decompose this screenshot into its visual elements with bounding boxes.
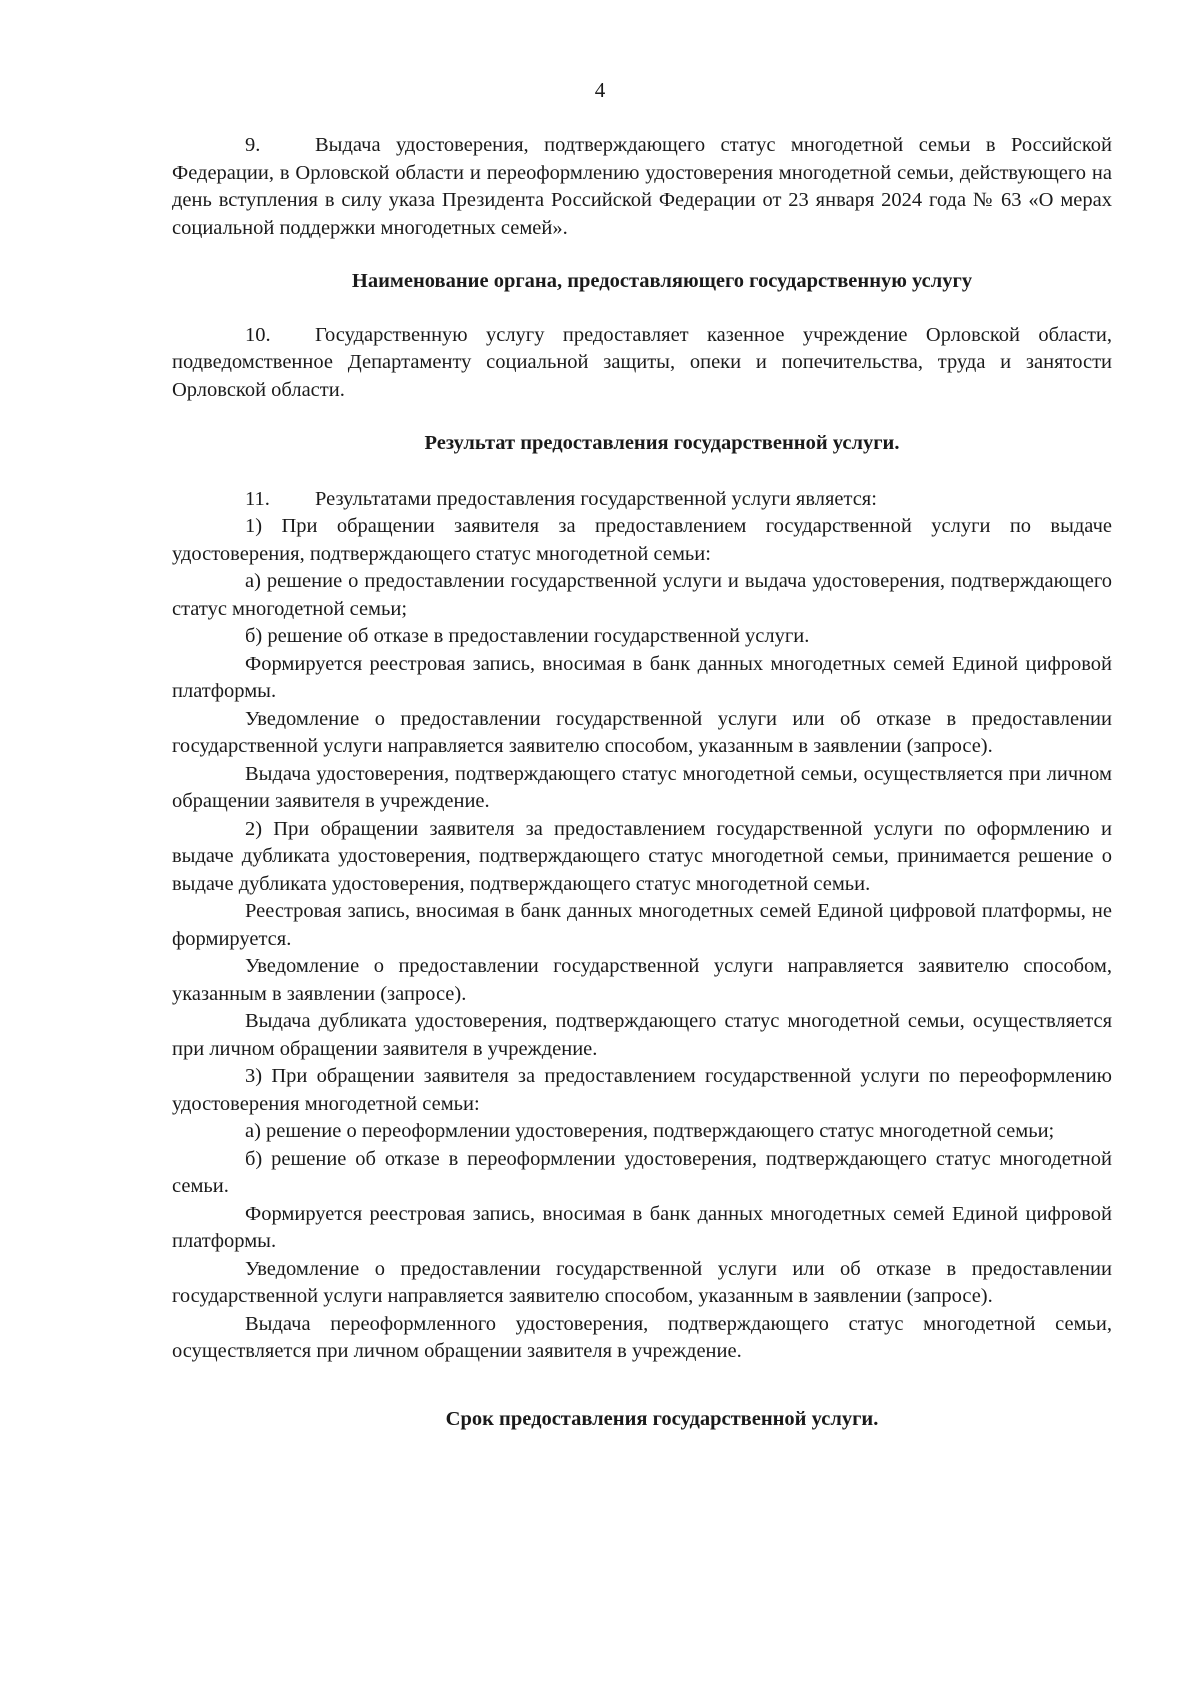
paragraph: а) решение о предоставлении государственной услуги и выдача удостоверения, подтверждающего статус многодетной семьи;	[172, 570, 1112, 620]
section-heading-authority: Наименование органа, предоставляющего государственную услугу	[351, 270, 973, 292]
paragraph: Формируется реестровая запись, вносимая в банк данных многодетных семей Единой цифровой платформы.	[172, 652, 1112, 702]
section-heading-term: Срок предоставления государственной услуги.	[445, 1407, 879, 1430]
clause-11	[172, 486, 1112, 514]
section-heading-result: Результат предоставления государственной услуги.	[424, 432, 900, 454]
paragraph: Реестровая запись, вносимая в банк данных многодетных семей Единой цифровой платформы, не формируется.	[172, 900, 1112, 950]
paragraph: Выдача дубликата удостоверения, подтверждающего статус многодетной семьи, осуществляется при личном обращении заявителя в учреждение.	[172, 1010, 1112, 1060]
paragraph: Выдача удостоверения, подтверждающего статус многодетной семьи, осуществляется при личном обращении заявителя в учреждение.	[172, 762, 1112, 812]
document-body	[172, 132, 1112, 1433]
clause-number: 10.	[245, 323, 271, 346]
clause-9	[172, 132, 1112, 242]
clause-text: Выдача удостоверения, подтверждающего статус многодетной семьи в Российской Федерации, в Орловской области и переоформлению удостоверения многодетной семьи, действующего на день вступления в силу указа Президента Российской Федерации от 23 января 2024 года № 63 «О мерах социальной поддержки многодетных семей».	[172, 134, 1112, 239]
paragraph: Выдача переоформленного удостоверения, подтверждающего статус многодетной семьи, осуществляется при личном обращении заявителя в учреждение.	[172, 1312, 1112, 1362]
paragraph: 2) При обращении заявителя за предоставлением государственной услуги по оформлению и выдаче дубликата удостоверения, подтверждающего статус многодетной семьи, принимается решение о выдаче дубликата удостоверения, подтверждающего статус многодетной семьи.	[172, 817, 1112, 895]
paragraph: Уведомление о предоставлении государственной услуги или об отказе в предоставлении государственной услуги направляется заявителю способом, указанным в заявлении (запросе).	[172, 1257, 1112, 1307]
paragraph: Формируется реестровая запись, вносимая в банк данных многодетных семей Единой цифровой платформы.	[172, 1202, 1112, 1252]
paragraph: б) решение об отказе в переоформлении удостоверения, подтверждающего статус многодетной семьи.	[172, 1147, 1112, 1197]
paragraph: Уведомление о предоставлении государственной услуги или об отказе в предоставлении государственной услуги направляется заявителю способом, указанным в заявлении (запросе).	[172, 707, 1112, 757]
clause-text: Результатами предоставления государственной услуги является:	[315, 487, 877, 510]
page-number: 4	[594, 78, 606, 102]
clause-number: 11.	[245, 487, 270, 510]
paragraph: 1) При обращении заявителя за предоставлением государственной услуги по выдаче удостоверения, подтверждающего статус многодетной семьи:	[172, 515, 1112, 565]
clause-10	[172, 322, 1112, 405]
paragraph: б) решение об отказе в предоставлении государственной услуги.	[245, 625, 810, 647]
paragraph: Уведомление о предоставлении государственной услуги направляется заявителю способом, указанным в заявлении (запросе).	[172, 955, 1112, 1005]
clause-number: 9.	[245, 134, 261, 156]
paragraph: 3) При обращении заявителя за предоставлением государственной услуги по переоформлению удостоверения многодетной семьи:	[172, 1065, 1112, 1115]
paragraph: а) решение о переоформлении удостоверения, подтверждающего статус многодетной семьи;	[245, 1120, 1055, 1142]
clause-text: Государственную услугу предоставляет казенное учреждение Орловской области, подведомственное Департаменту социальной защиты, опеки и попечительства, труда и занятости Орловской области.	[172, 323, 1112, 401]
